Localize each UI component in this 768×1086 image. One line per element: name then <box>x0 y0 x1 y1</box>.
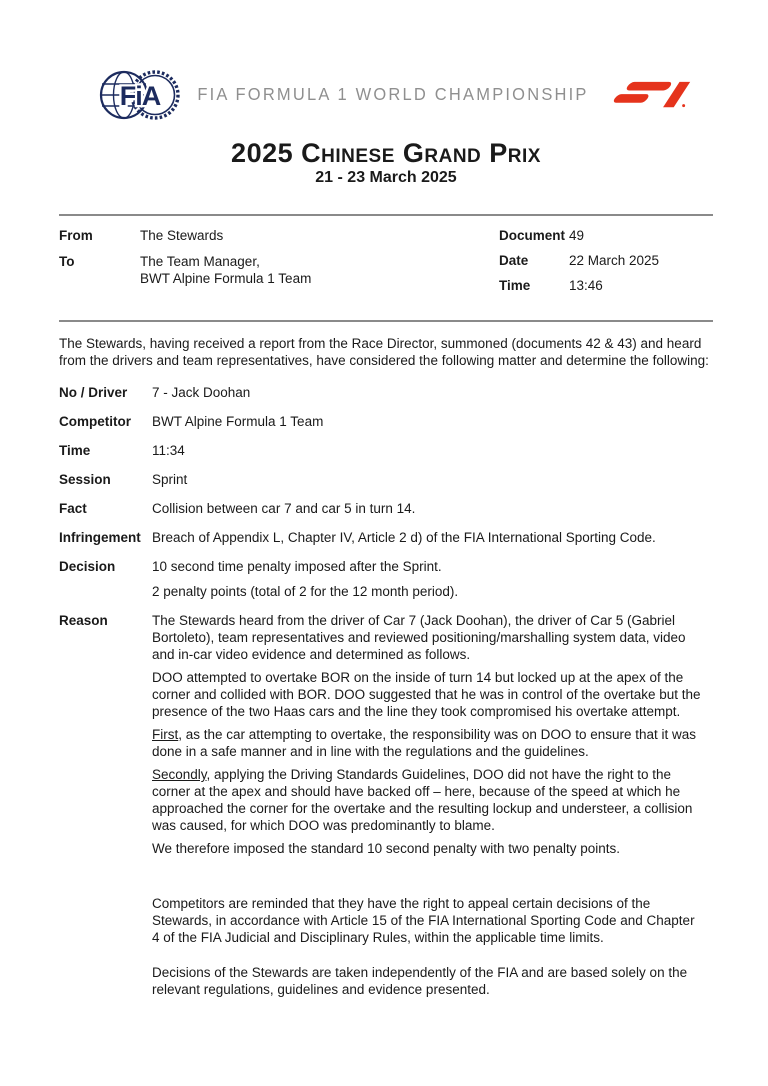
field-row-session <box>59 471 713 488</box>
from-row <box>59 227 499 244</box>
document-header <box>59 0 713 124</box>
time-label: Time <box>499 278 531 293</box>
meta-addressing <box>59 227 499 302</box>
document-label: Document <box>499 228 566 243</box>
date-row <box>499 252 713 269</box>
field-label: Time <box>59 443 91 458</box>
to-label: To <box>59 254 75 269</box>
document-number: 49 <box>569 228 585 243</box>
time-value: 13:46 <box>569 278 603 293</box>
intro-paragraph: The Stewards, having received a report from the Race Director, summoned (documents 42 & 43) and heard from the drivers and team representatives, have considered the following matter and determine the following: <box>59 336 709 368</box>
fia-logo-icon <box>97 66 185 124</box>
field-row-time <box>59 442 713 459</box>
field-label: Decision <box>59 559 116 574</box>
f1-logo-icon <box>601 79 691 111</box>
to-line-1: The Team Manager, <box>140 254 260 269</box>
field-value: Sprint <box>152 472 188 487</box>
field-value: 7 - Jack Doohan <box>152 385 251 400</box>
reason-paragraph-3: First, as the car attempting to overtake, the responsibility was on DOO to ensure that it was done in a safe manner and in line with the regulations and the guidelines. <box>152 727 697 759</box>
field-row-reason <box>59 612 713 863</box>
reason-value <box>152 612 704 863</box>
event-dates: 21 - 23 March 2025 <box>315 169 457 186</box>
field-row-no-driver <box>59 384 713 401</box>
reason-paragraph-5: We therefore imposed the standard 10 second penalty with two penalty points. <box>152 841 621 856</box>
field-value: BWT Alpine Formula 1 Team <box>152 414 324 429</box>
field-value: Breach of Appendix L, Chapter IV, Article 2 d) of the FIA International Sporting Code. <box>152 530 656 545</box>
from-label: From <box>59 228 93 243</box>
field-label: Fact <box>59 501 87 516</box>
to-value <box>140 253 499 287</box>
date-value: 22 March 2025 <box>569 253 660 268</box>
field-row-competitor <box>59 413 713 430</box>
closing-section <box>152 895 704 998</box>
field-row-fact <box>59 500 713 517</box>
event-title <box>59 139 713 167</box>
field-value: Collision between car 7 and car 5 in turn 14. <box>152 501 416 516</box>
meta-document-info <box>499 227 713 302</box>
meta-table <box>59 214 713 322</box>
decision-fields <box>59 384 713 863</box>
field-label: Reason <box>59 613 108 628</box>
from-value: The Stewards <box>140 228 224 243</box>
time-row <box>499 277 713 294</box>
field-row-infringement <box>59 529 713 546</box>
decision-line-2: 2 penalty points (total of 2 for the 12 month period). <box>152 584 459 599</box>
date-label: Date <box>499 253 529 268</box>
event-year: 2025 <box>231 138 294 168</box>
to-row <box>59 253 499 287</box>
field-row-decision <box>59 558 713 600</box>
field-value: 11:34 <box>152 443 185 458</box>
decision-line-1: 10 second time penalty imposed after the Sprint. <box>152 559 442 574</box>
event-name: Chinese Grand Prix <box>301 138 541 168</box>
document-row <box>499 227 713 244</box>
decision-value <box>152 558 704 600</box>
field-label: Competitor <box>59 414 131 429</box>
reason-paragraph-4: Secondly, applying the Driving Standards Guidelines, DOO did not have the right to the corner at the apex and should have backed off – here, because of the speed at which he approached the corner for the overtake and the resulting lockup and understeer, a collision was caused, for which DOO was predominantly to blame. <box>152 767 693 833</box>
fia-logo-text: FiA <box>119 81 161 111</box>
reason-paragraph-1: The Stewards heard from the driver of Car 7 (Jack Doohan), the driver of Car 5 (Gabriel Bortoleto), team representatives and reviewed positioning/marshalling system data, video and in-car video evidence and determined as follows. <box>152 613 686 662</box>
field-label: Infringement <box>59 530 141 545</box>
title-block <box>59 139 713 188</box>
appeal-rights-paragraph: Competitors are reminded that they have the right to appeal certain decisions of the Stewards, in accordance with Article 15 of the FIA International Sporting Code and Chapter 4 of the FIA Judicial and Disciplinary Rules, within the applicable time limits. <box>152 896 695 945</box>
championship-title: FIA FORMULA 1 WORLD CHAMPIONSHIP <box>197 85 589 104</box>
to-line-2: BWT Alpine Formula 1 Team <box>140 271 312 286</box>
reason-paragraph-2: DOO attempted to overtake BOR on the inside of turn 14 but locked up at the apex of the corner and collided with BOR. DOO suggested that he was in control of the overtake but the presence of the two Haas cars and the line they took compromised his overtake attempt. <box>152 670 701 719</box>
field-label: No / Driver <box>59 385 128 400</box>
independence-paragraph: Decisions of the Stewards are taken independently of the FIA and are based solely on the relevant regulations, guidelines and evidence presented. <box>152 965 688 997</box>
field-label: Session <box>59 472 111 487</box>
